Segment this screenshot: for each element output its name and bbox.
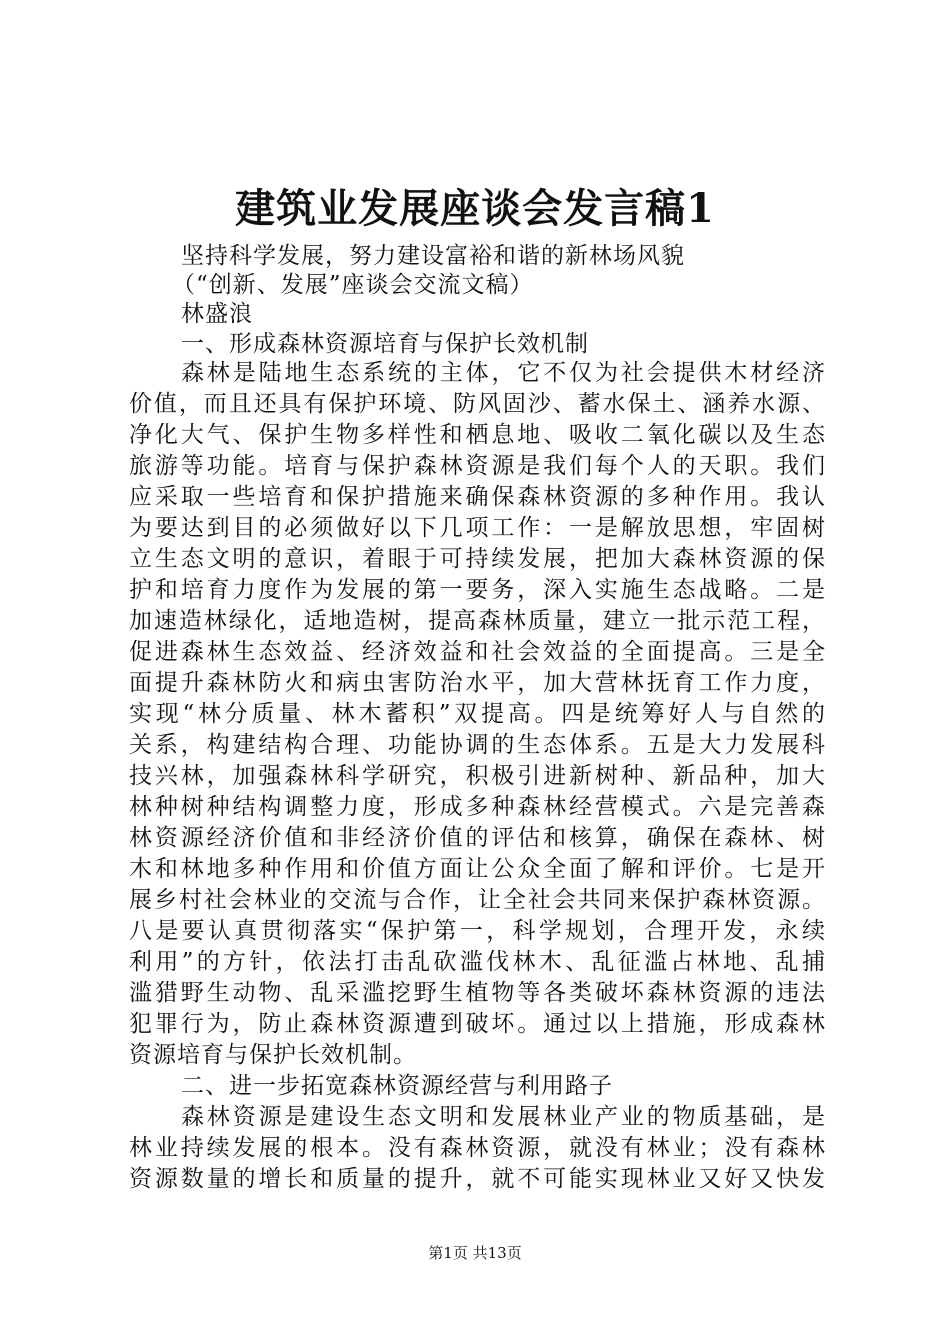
section1-line: 面提升森林防火和病虫害防治水平，加大营林抚育工作力度，	[129, 670, 826, 696]
section1-line: 八是要认真贯彻落实“保护第一，科学规划，合理开发，永续	[129, 918, 826, 944]
section1-line: 护和培育力度作为发展的第一要务，深入实施生态战略。二是	[129, 577, 826, 603]
section1-line: 促进森林生态效益、经济效益和社会效益的全面提高。三是全	[129, 639, 826, 665]
subtitle: 坚持科学发展，努力建设富裕和谐的新林场风貌	[181, 243, 685, 269]
section1-line: 加速造林绿化，适地造树，提高森林质量，建立一批示范工程，	[129, 608, 826, 634]
section1-line: 林资源经济价值和非经济价值的评估和核算，确保在森林、树	[129, 825, 826, 851]
section1-line: 净化大气、保护生物多样性和栖息地、吸收二氧化碳以及生态	[129, 422, 826, 448]
section1-line: 旅游等功能。培育与保护森林资源是我们每个人的天职。我们	[129, 453, 826, 479]
section1-line: 展乡村社会林业的交流与合作，让全社会共同来保护森林资源。	[129, 887, 826, 913]
author: 林盛浪	[181, 301, 253, 327]
section1-line: 立生态文明的意识，着眼于可持续发展，把加大森林资源的保	[129, 546, 826, 572]
section1-line: 关系，构建结构合理、功能协调的生态体系。五是大力发展科	[129, 732, 826, 758]
section2-line: 森林资源是建设生态文明和发展林业产业的物质基础，是	[181, 1104, 826, 1130]
section1-line: 利用”的方针，依法打击乱砍滥伐林木、乱征滥占林地、乱捕	[129, 949, 826, 975]
section1-line: 森林是陆地生态系统的主体，它不仅为社会提供木材经济	[181, 360, 826, 386]
section1-line: 资源培育与保护长效机制。	[129, 1042, 417, 1068]
section1-heading: 一、形成森林资源培育与保护长效机制	[181, 331, 589, 357]
section2-line: 林业持续发展的根本。没有森林资源，就没有林业；没有森林	[129, 1135, 826, 1161]
section1-line: 滥猎野生动物、乱采滥挖野生植物等各类破坏森林资源的违法	[129, 980, 826, 1006]
page-footer: 第1页 共13页	[428, 1244, 522, 1262]
section1-line: 技兴林，加强森林科学研究，积极引进新树种、新品种，加大	[129, 763, 826, 789]
section2-heading: 二、进一步拓宽森林资源经营与利用路子	[181, 1073, 613, 1099]
section1-line: 林种树种结构调整力度，形成多种森林经营模式。六是完善森	[129, 794, 826, 820]
section1-line: 价值，而且还具有保护环境、防风固沙、蓄水保土、涵养水源、	[129, 391, 826, 417]
section1-line: 实现“林分质量、林木蓄积”双提高。四是统筹好人与自然的	[129, 701, 826, 727]
section1-line: 应采取一些培育和保护措施来确保森林资源的多种作用。我认	[129, 484, 826, 510]
section1-line: 犯罪行为，防止森林资源遭到破坏。通过以上措施，形成森林	[129, 1011, 826, 1037]
exchange-note: （“创新、发展”座谈会交流文稿）	[172, 272, 534, 298]
section2-line: 资源数量的增长和质量的提升，就不可能实现林业又好又快发	[129, 1166, 826, 1192]
document-title: 建筑业发展座谈会发言稿1	[235, 185, 715, 232]
section1-line: 为要达到目的必须做好以下几项工作：一是解放思想，牢固树	[129, 515, 826, 541]
section1-line: 木和林地多种作用和价值方面让公众全面了解和评价。七是开	[129, 856, 826, 882]
